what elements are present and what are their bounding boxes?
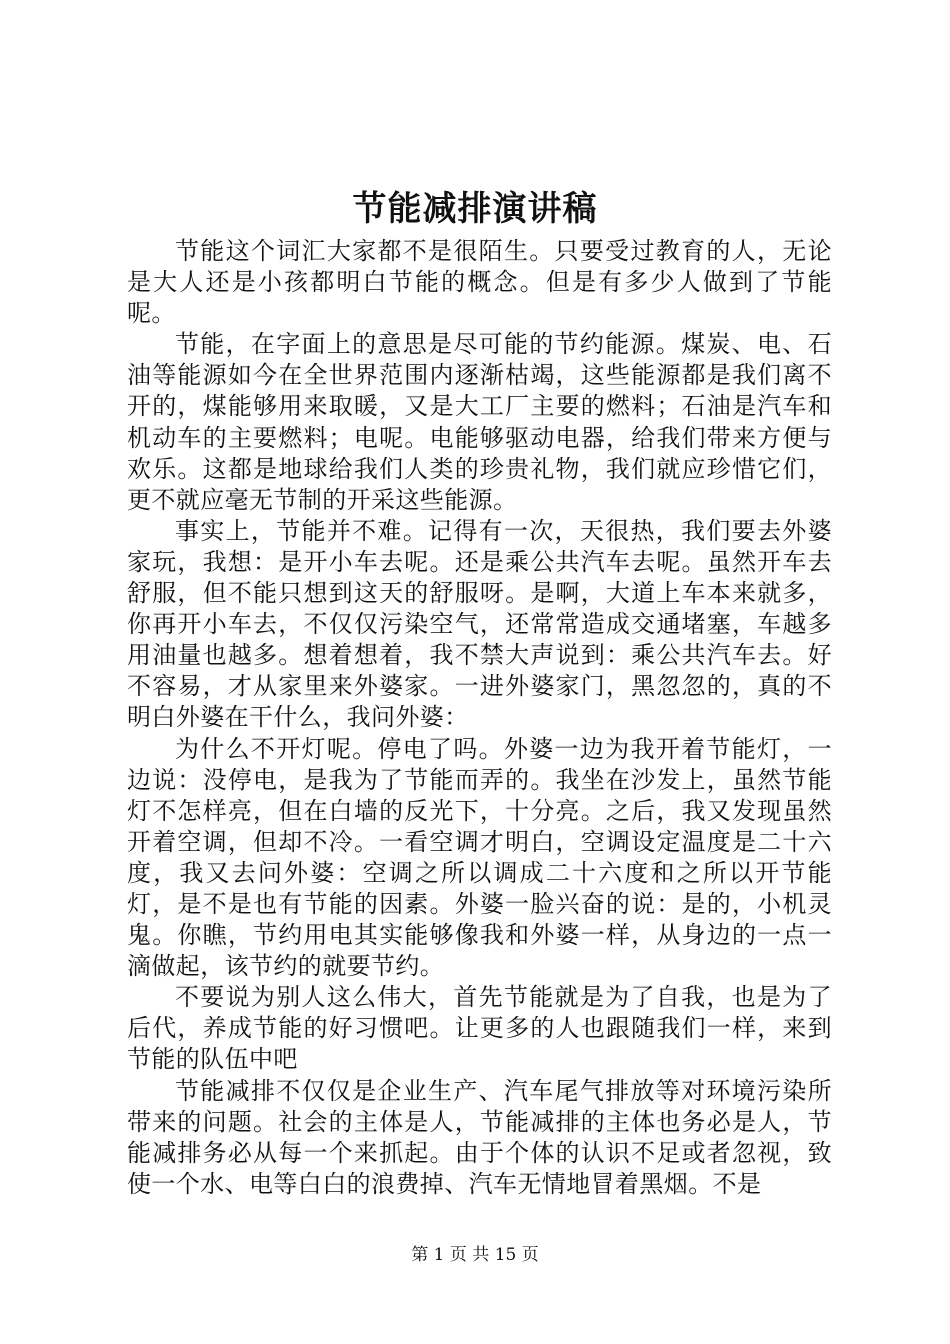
document-title: 节能减排演讲稿 bbox=[352, 189, 598, 229]
paragraph: 不要说为别人这么伟大，首先节能就是为了自我，也是为了后代，养成节能的好习惯吧。让更多的人也跟随我们一样，来到节能的队伍中吧 bbox=[127, 983, 832, 1074]
paragraph: 事实上，节能并不难。记得有一次，天很热，我们要去外婆家玩，我想：是开小车去呢。还是乘公共汽车去呢。虽然开车去舒服，但不能只想到这天的舒服呀。是啊，大道上车本来就多，你再开小车去，不仅仅污染空气，还常常造成交通堵塞，车越多用油量也越多。想着想着，我不禁大声说到：乘公共汽车去。好不容易，才从家里来外婆家。一进外婆家门，黑忽忽的，真的不明白外婆在干什么，我问外婆： bbox=[127, 516, 832, 732]
paragraph: 节能，在字面上的意思是尽可能的节约能源。煤炭、电、石油等能源如今在全世界范围内逐渐枯竭，这些能源都是我们离不开的，煤能够用来取暖，又是大工厂主要的燃料；石油是汽车和机动车的主要燃料；电呢。电能够驱动电器，给我们带来方便与欢乐。这都是地球给我们人类的珍贵礼物，我们就应珍惜它们，更不就应毫无节制的开采这些能源。 bbox=[127, 330, 832, 514]
paragraph: 节能这个词汇大家都不是很陌生。只要受过教育的人，无论是大人还是小孩都明白节能的概念。但是有多少人做到了节能呢。 bbox=[127, 237, 832, 328]
paragraph: 节能减排不仅仅是企业生产、汽车尾气排放等对环境污染所带来的问题。社会的主体是人，节能减排的主体也务必是人，节能减排务必从每一个来抓起。由于个体的认识不足或者忽视，致使一个水、电等白白的浪费掉、汽车无情地冒着黑烟。不是 bbox=[127, 1076, 832, 1198]
paragraph: 为什么不开灯呢。停电了吗。外婆一边为我开着节能灯，一边说：没停电，是我为了节能而弄的。我坐在沙发上，虽然节能灯不怎样亮，但在白墙的反光下，十分亮。之后，我又发现虽然开着空调，但却不冷。一看空调才明白，空调设定温度是二十六度，我又去问外婆：空调之所以调成二十六度和之所以开节能灯，是不是也有节能的因素。外婆一脸兴奋的说：是的，小机灵鬼。你瞧，节约用电其实能够像我和外婆一样，从身边的一点一滴做起，该节约的就要节约。 bbox=[127, 734, 832, 981]
page-number-footer: 第 1 页 共 15 页 bbox=[411, 1245, 539, 1265]
document-body bbox=[127, 236, 832, 1200]
